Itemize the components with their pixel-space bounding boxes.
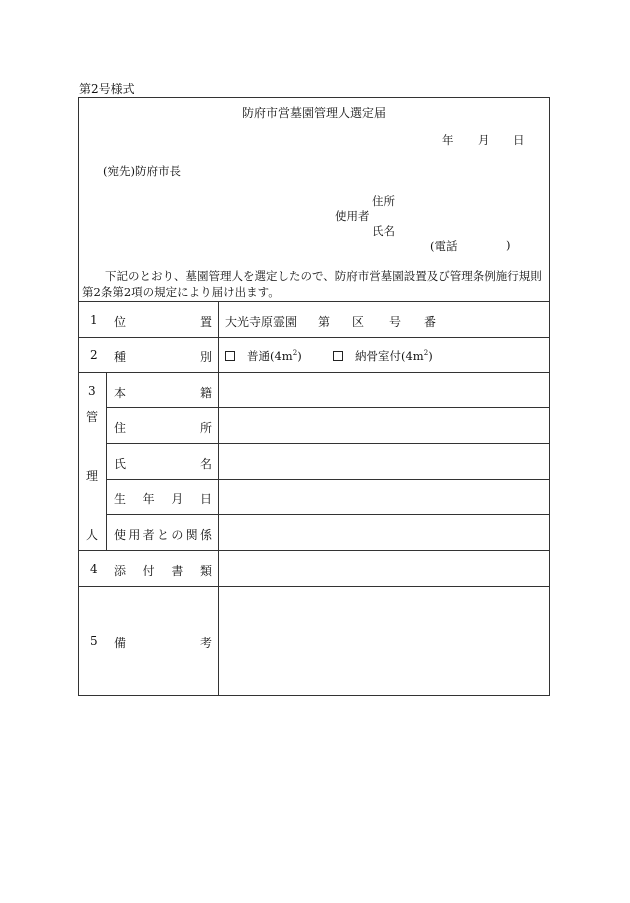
statement-line-1: 下記のとおり、墓園管理人を選定したので、防府市営墓園設置及び管理条例施行規則	[105, 269, 542, 283]
manager-address-label: 住 所	[114, 421, 212, 435]
location-go: 号	[389, 315, 402, 329]
location-dai: 第	[318, 315, 331, 329]
table-top-rule	[78, 301, 550, 302]
statement-line-2: 第2条第2項の規定により届け出ます。	[82, 285, 280, 299]
type-label: 種 別	[114, 350, 212, 364]
row-divider	[78, 372, 550, 373]
manager-group-char: 人	[86, 528, 99, 542]
manager-honseki-label: 本 籍	[114, 386, 212, 400]
row-divider	[78, 550, 550, 551]
remarks-label: 備 考	[114, 636, 212, 650]
location-ku: 区	[352, 315, 365, 329]
manager-group-char: 理	[86, 469, 99, 483]
manager-relation-label: 使 用 者 と の 関 係	[114, 528, 212, 542]
manager-birthdate-label: 生 年 月 日	[114, 492, 212, 506]
applicant-phone-open: (電話	[430, 239, 458, 253]
row-divider	[78, 586, 550, 587]
checkbox-ossuary[interactable]	[333, 351, 343, 361]
addressee: (宛先)防府市長	[103, 164, 181, 178]
cemetery-name: 大光寺原霊園	[225, 315, 298, 329]
row-number-3: 3	[88, 384, 96, 398]
applicant-address-label: 住所	[372, 194, 395, 208]
applicant-name-label: 氏名	[372, 224, 395, 238]
manager-name-label: 氏 名	[114, 457, 212, 471]
form-title: 防府市営墓園管理人選定届	[241, 106, 386, 120]
row-number-2: 2	[90, 348, 98, 362]
column-divider	[218, 301, 219, 696]
type-option-ossuary[interactable]: 納骨室付$(4m^2)$	[333, 348, 433, 364]
location-label: 位 置	[114, 315, 212, 329]
row-divider	[106, 407, 550, 408]
row-number-4: 4	[90, 562, 98, 576]
manager-group-divider	[106, 372, 107, 550]
manager-group-char: 管	[86, 410, 99, 424]
row-number-5: 5	[90, 634, 98, 648]
row-divider	[106, 443, 550, 444]
row-number-1: 1	[90, 313, 98, 327]
applicant-phone-close: )	[506, 238, 511, 252]
row-divider	[106, 479, 550, 480]
row-divider	[78, 337, 550, 338]
attachments-label: 添 付 書 類	[114, 564, 212, 578]
row-divider	[106, 514, 550, 515]
location-ban: 番	[424, 315, 437, 329]
form-number: 第2号様式	[79, 82, 135, 96]
date-year-label: 年	[442, 133, 454, 147]
applicant-role-label: 使用者	[335, 209, 370, 223]
checkbox-standard[interactable]	[225, 351, 235, 361]
type-option-standard[interactable]: 普通$(4m^2)$	[225, 348, 302, 364]
date-month-label: 月	[478, 133, 490, 147]
date-day-label: 日	[513, 133, 525, 147]
